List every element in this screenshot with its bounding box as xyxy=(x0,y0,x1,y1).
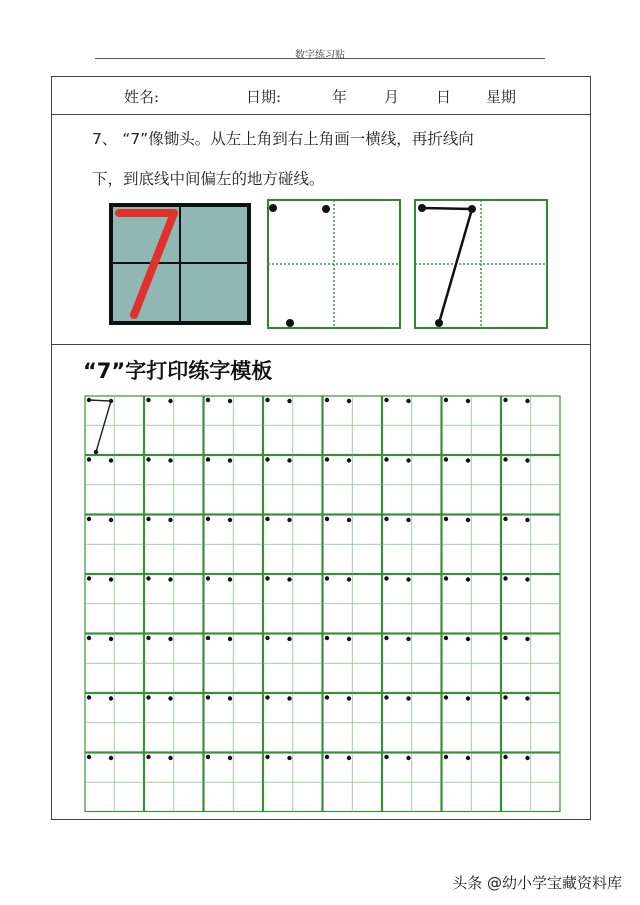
watermark: 头条 @幼小学宝藏资料库 xyxy=(452,874,622,892)
practice-dot-top-right xyxy=(406,399,410,403)
practice-dot-top-left xyxy=(503,457,507,461)
practice-dot-top-left xyxy=(265,636,269,640)
practice-dot-top-left xyxy=(87,457,91,461)
instruction-line-1: 7、 “7”像锄头。从左上角到右上角画一横线，再折线向 xyxy=(92,130,474,148)
practice-dot-top-right xyxy=(406,696,410,700)
month-label: 月 xyxy=(384,88,400,106)
practice-dot-top-right xyxy=(525,577,529,581)
practice-dot-top-right xyxy=(466,577,470,581)
practice-dot-top-right xyxy=(287,458,291,462)
practice-dot-top-right xyxy=(347,756,351,760)
practice-dot-top-right xyxy=(525,756,529,760)
practice-dot-top-left xyxy=(146,695,150,699)
demo-filled-seven xyxy=(109,203,251,325)
practice-dot-top-left xyxy=(146,457,150,461)
practice-dot-top-right xyxy=(525,518,529,522)
date-label: 日期: xyxy=(246,88,282,106)
practice-dot-top-right xyxy=(109,577,113,581)
practice-dot-top-left xyxy=(146,517,150,521)
practice-dot-top-right xyxy=(168,518,172,522)
practice-dot-top-right xyxy=(228,577,232,581)
practice-dot-top-right xyxy=(287,518,291,522)
name-label: 姓名: xyxy=(124,88,160,106)
demo-dot-guide xyxy=(267,199,401,329)
practice-dot-top-left xyxy=(206,398,210,402)
instruction-line-2: 下，到底线中间偏左的地方碰线。 xyxy=(92,170,325,188)
practice-dot-top-left xyxy=(384,398,388,402)
practice-dot-top-left xyxy=(87,636,91,640)
practice-dot-top-right xyxy=(347,637,351,641)
practice-dot-top-left xyxy=(265,517,269,521)
practice-dot-bottom xyxy=(94,450,98,454)
header-rule xyxy=(95,58,545,59)
practice-dot-top-right xyxy=(168,637,172,641)
practice-dot-top-left xyxy=(206,755,210,759)
practice-dot-top-left xyxy=(384,576,388,580)
practice-dot-top-left xyxy=(384,517,388,521)
practice-dot-top-right xyxy=(287,399,291,403)
info-row xyxy=(52,77,590,115)
practice-dot-top-right xyxy=(347,518,351,522)
practice-dot-top-left xyxy=(87,576,91,580)
practice-dot-top-right xyxy=(109,518,113,522)
practice-dot-top-left xyxy=(503,517,507,521)
practice-dot-top-left xyxy=(444,457,448,461)
practice-dot-top-left xyxy=(444,576,448,580)
practice-dot-top-left xyxy=(206,636,210,640)
practice-dot-top-left xyxy=(384,695,388,699)
practice-dot-top-right xyxy=(168,458,172,462)
practice-dot-top-right xyxy=(406,577,410,581)
practice-dot-top-left xyxy=(146,576,150,580)
practice-dot-top-right xyxy=(287,756,291,760)
instruction-text xyxy=(92,119,582,199)
practice-dot-top-right xyxy=(109,637,113,641)
joined-dot-top-left xyxy=(418,204,426,212)
practice-dot-top-left xyxy=(503,755,507,759)
practice-dot-top-left xyxy=(265,576,269,580)
practice-dot-top-right xyxy=(466,518,470,522)
practice-dot-top-left xyxy=(325,398,329,402)
practice-dot-top-right xyxy=(228,637,232,641)
practice-dot-top-left xyxy=(265,755,269,759)
practice-dot-top-right xyxy=(109,458,113,462)
section-divider xyxy=(52,344,590,345)
day-label: 日 xyxy=(436,88,452,106)
practice-dot-top-right xyxy=(466,399,470,403)
practice-dot-top-left xyxy=(146,636,150,640)
practice-dot-top-left xyxy=(325,695,329,699)
practice-dot-top-left xyxy=(503,636,507,640)
practice-dot-top-left xyxy=(384,457,388,461)
practice-dot-top-left xyxy=(384,636,388,640)
practice-dot-top-left xyxy=(444,398,448,402)
practice-dot-top-left xyxy=(503,695,507,699)
guide-dot-top-left xyxy=(269,204,277,212)
practice-dot-top-left xyxy=(87,755,91,759)
practice-dot-top-right xyxy=(466,696,470,700)
practice-dot-top-left xyxy=(325,517,329,521)
practice-dot-top-right xyxy=(466,756,470,760)
practice-dot-top-right xyxy=(228,756,232,760)
practice-dot-top-right xyxy=(525,696,529,700)
practice-dot-top-left xyxy=(206,576,210,580)
practice-dot-top-right xyxy=(168,399,172,403)
practice-dot-top-left xyxy=(503,576,507,580)
practice-dot-top-left xyxy=(206,517,210,521)
practice-dot-top-right xyxy=(168,577,172,581)
practice-dot-top-right xyxy=(347,399,351,403)
practice-dot-top-right xyxy=(347,577,351,581)
practice-dot-top-right xyxy=(228,458,232,462)
practice-dot-top-right xyxy=(406,458,410,462)
practice-dot-top-right xyxy=(525,399,529,403)
guide-dot-top-right xyxy=(322,205,330,213)
practice-dot-top-right xyxy=(109,696,113,700)
practice-dot-top-left xyxy=(265,457,269,461)
practice-dot-top-right xyxy=(406,518,410,522)
practice-dot-top-right xyxy=(228,696,232,700)
practice-dot-top-left xyxy=(325,457,329,461)
demo-joined-seven xyxy=(414,199,548,329)
practice-dot-top-right xyxy=(466,458,470,462)
practice-dot-top-right xyxy=(228,399,232,403)
practice-dot-top-left xyxy=(384,755,388,759)
practice-dot-top-right xyxy=(406,756,410,760)
year-label: 年 xyxy=(332,88,348,106)
practice-dot-top-left xyxy=(325,636,329,640)
weekday-label: 星期 xyxy=(486,88,517,106)
practice-dot-top-right xyxy=(347,458,351,462)
practice-dot-top-left xyxy=(444,755,448,759)
practice-dot-top-left xyxy=(146,398,150,402)
practice-dot-top-left xyxy=(325,576,329,580)
header-title: 数字练习贴 xyxy=(295,50,345,61)
practice-dot-top-right xyxy=(228,518,232,522)
practice-dot-top-right xyxy=(466,637,470,641)
practice-dot-top-right xyxy=(525,637,529,641)
practice-dot-top-left xyxy=(87,517,91,521)
practice-dot-top-right xyxy=(168,756,172,760)
practice-dot-top-right xyxy=(109,756,113,760)
joined-dot-top-right xyxy=(468,205,476,213)
practice-dot-top-left xyxy=(87,695,91,699)
practice-dot-top-left xyxy=(265,695,269,699)
practice-dot-top-left xyxy=(325,755,329,759)
template-title: “7”字打印练字模板 xyxy=(83,359,273,383)
practice-dot-top-right xyxy=(347,696,351,700)
practice-dot-top-left xyxy=(206,457,210,461)
practice-sample-seven xyxy=(89,400,111,452)
practice-dot-top-right xyxy=(287,696,291,700)
practice-grid xyxy=(84,395,561,813)
practice-dot-top-right xyxy=(168,696,172,700)
practice-dot-top-right xyxy=(287,577,291,581)
practice-dot-top-left xyxy=(503,398,507,402)
practice-dot-top-right xyxy=(287,637,291,641)
practice-dot-top-left xyxy=(265,398,269,402)
practice-dot-top-left xyxy=(206,695,210,699)
practice-dot-top-left xyxy=(146,755,150,759)
practice-dot-top-right xyxy=(525,458,529,462)
joined-dot-bottom xyxy=(435,319,443,327)
practice-dot-top-left xyxy=(444,695,448,699)
guide-dot-bottom xyxy=(286,319,294,327)
practice-dot-top-left xyxy=(444,517,448,521)
practice-dot-top-right xyxy=(406,637,410,641)
practice-dot-top-left xyxy=(444,636,448,640)
worksheet xyxy=(51,76,591,820)
